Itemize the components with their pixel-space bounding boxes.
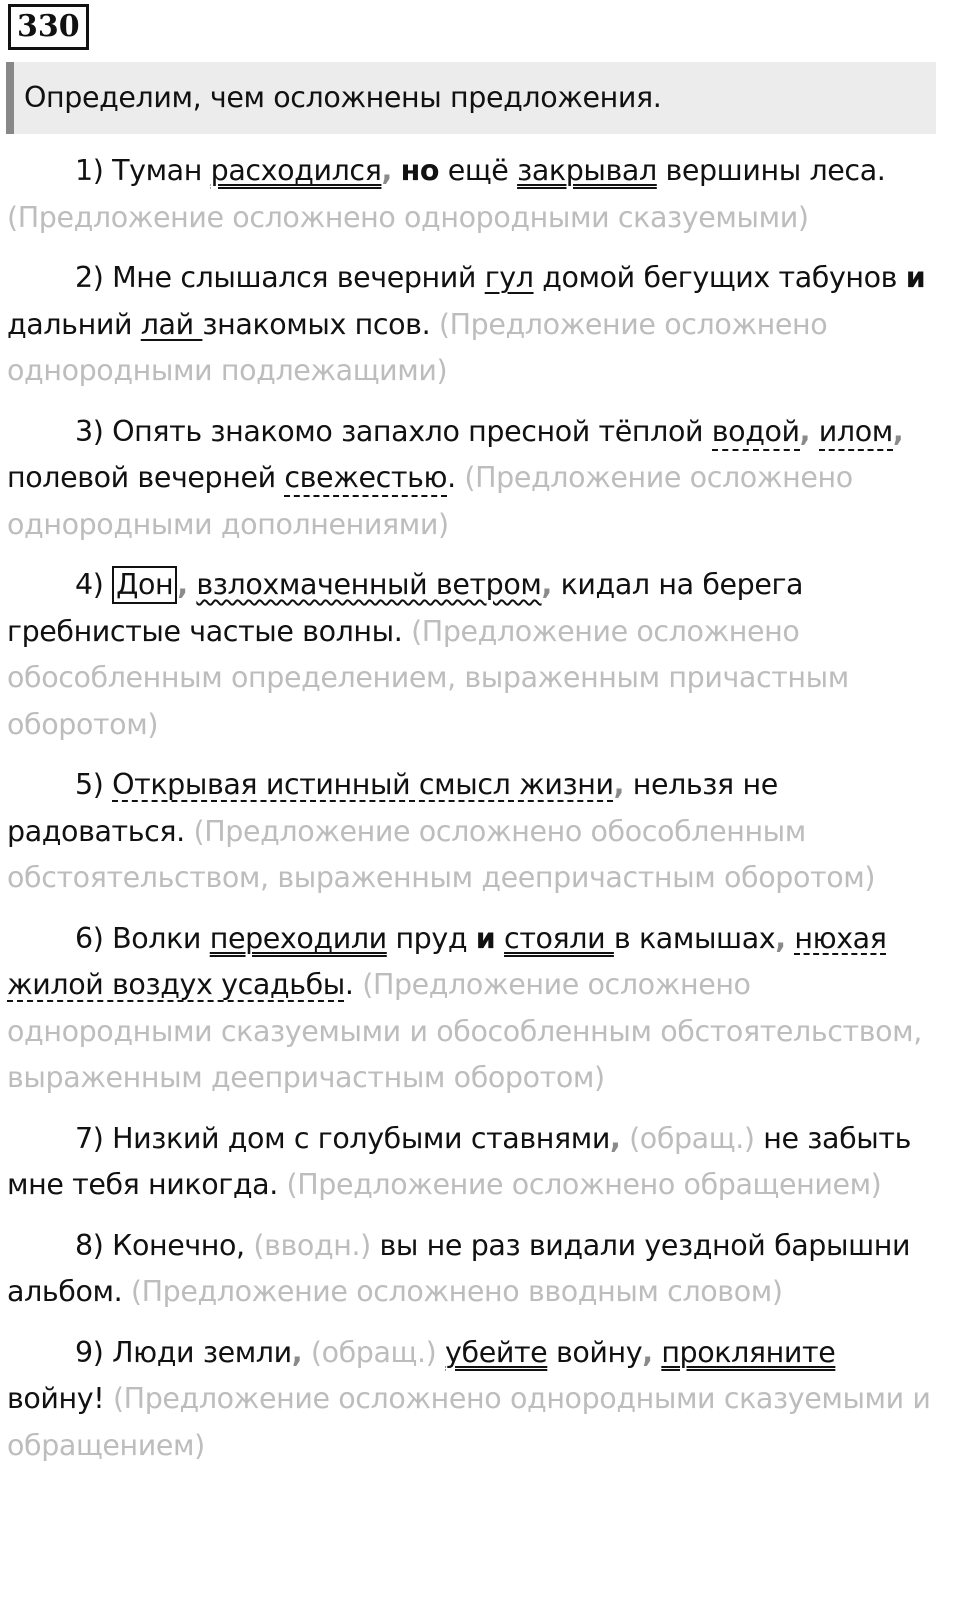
space xyxy=(392,154,401,187)
comma: , xyxy=(541,568,552,601)
sentence-text: нельзя не радоваться. xyxy=(7,768,778,848)
sentence-text: 4) xyxy=(75,568,113,601)
conjunction: и xyxy=(475,921,496,955)
comma: , xyxy=(799,414,811,448)
sentence-4 xyxy=(7,562,937,748)
address-mark: (обращ.) xyxy=(310,1335,437,1369)
comma: , xyxy=(892,414,904,448)
sentence-text: 9) Люди земли xyxy=(75,1335,292,1369)
complication-note: (Предложение осложнено однородными сказуемыми и обращением) xyxy=(7,1382,931,1462)
sentence-9 xyxy=(7,1330,937,1470)
comma: , xyxy=(609,1121,621,1155)
object: илом xyxy=(819,415,893,451)
sentence-text: 3) Опять знакомо запахло пресной тёплой xyxy=(75,414,712,448)
space xyxy=(436,1336,445,1369)
sentence-2 xyxy=(7,255,937,395)
space xyxy=(302,1336,311,1369)
sentence-text: войну! xyxy=(7,1382,113,1415)
subject: лай xyxy=(140,307,203,341)
complication-note: (Предложение осложнено обращением) xyxy=(286,1168,882,1201)
sentence-text: 8) Конечно, xyxy=(75,1228,254,1262)
space xyxy=(810,415,819,448)
sentence-text: войну xyxy=(547,1335,643,1369)
task-instruction: Определим, чем осложнены предложения. xyxy=(6,62,936,134)
sentence-text: 2) Мне слышался вечерний xyxy=(75,261,485,294)
complication-note: (Предложение осложнено однородными сказуемыми) xyxy=(7,200,809,234)
sentence-7 xyxy=(7,1116,937,1209)
comma: , xyxy=(613,768,625,801)
sentence-text: кидал на берега гребнистые частые волны. xyxy=(7,568,804,648)
conjunction: и xyxy=(905,261,926,294)
complication-note: (Предложение осложнено однородными сказуемыми и обособленным обстоятельством, выраженным деепричастным оборотом) xyxy=(7,968,922,1094)
predicate: переходили xyxy=(209,921,387,955)
complication-note: (Предложение осложнено обособленным определением, выраженным причастным оборотом) xyxy=(7,614,849,741)
space xyxy=(620,1122,629,1155)
sentence-text: 5) xyxy=(75,768,113,801)
sentence-6 xyxy=(7,916,937,1102)
comma: , xyxy=(642,1335,653,1369)
sentence-text: вершины леса. xyxy=(656,154,886,187)
complication-note: (Предложение осложнено однородными подлежащими) xyxy=(7,307,828,387)
sentence-text: ещё xyxy=(439,154,518,187)
sentence-text: . xyxy=(344,968,363,1001)
sentence-text: полевой вечерней xyxy=(7,461,285,494)
sentence-list xyxy=(7,148,937,1483)
address-mark: (обращ.) xyxy=(629,1121,755,1155)
sentence-text: пруд xyxy=(386,921,476,955)
sentence-text: 1) Туман xyxy=(75,154,211,187)
introductory-mark: (вводн.) xyxy=(253,1228,371,1262)
complication-note: (Предложение осложнено вводным словом) xyxy=(130,1275,783,1308)
comma: , xyxy=(775,921,786,955)
comma: , xyxy=(177,568,188,601)
participial-phrase: взлохмаченный ветром xyxy=(196,568,542,601)
sentence-text: 6) Волки xyxy=(75,921,210,955)
adverbial-phrase: Открывая истинный смысл жизни xyxy=(112,768,614,801)
sentence-text: в камышах xyxy=(613,921,776,955)
predicate: расходился xyxy=(210,154,382,187)
object: свежестью xyxy=(284,461,447,497)
comma: , xyxy=(381,154,392,187)
sentence-text: . xyxy=(447,461,465,494)
adverbial-phrase: нюхая жилой воздух усадьбы xyxy=(7,921,887,1001)
predicate: закрывал xyxy=(517,154,657,187)
predicate: убейте xyxy=(445,1335,548,1369)
sentence-text: 7) Низкий дом с голубыми ставнями xyxy=(75,1121,610,1155)
comma: , xyxy=(291,1335,303,1369)
sentence-5 xyxy=(7,762,937,902)
complication-note: (Предложение осложнено однородными дополнениями) xyxy=(7,461,853,541)
sentence-text: дальний xyxy=(7,307,141,341)
conjunction: но xyxy=(400,154,440,187)
predicate: стояли xyxy=(504,921,614,955)
sentence-text: не забыть мне тебя никогда. xyxy=(7,1121,911,1201)
exercise-number: 330 xyxy=(8,4,89,50)
subject: гул xyxy=(484,261,534,294)
sentence-1 xyxy=(7,148,937,241)
object: водой xyxy=(712,415,800,451)
sentence-text: домой бегущих табунов xyxy=(533,261,906,294)
complication-note: (Предложение осложнено обособленным обстоятельством, выраженным деепричастным оборотом) xyxy=(7,814,876,894)
defined-word-box: Дон xyxy=(112,566,177,604)
predicate: прокляните xyxy=(661,1335,836,1369)
space xyxy=(495,922,504,955)
sentence-text: вы не раз видали уездной барышни альбом. xyxy=(7,1228,911,1308)
sentence-3 xyxy=(7,409,937,549)
sentence-8 xyxy=(7,1223,937,1316)
sentence-text: знакомых псов. xyxy=(202,307,439,341)
